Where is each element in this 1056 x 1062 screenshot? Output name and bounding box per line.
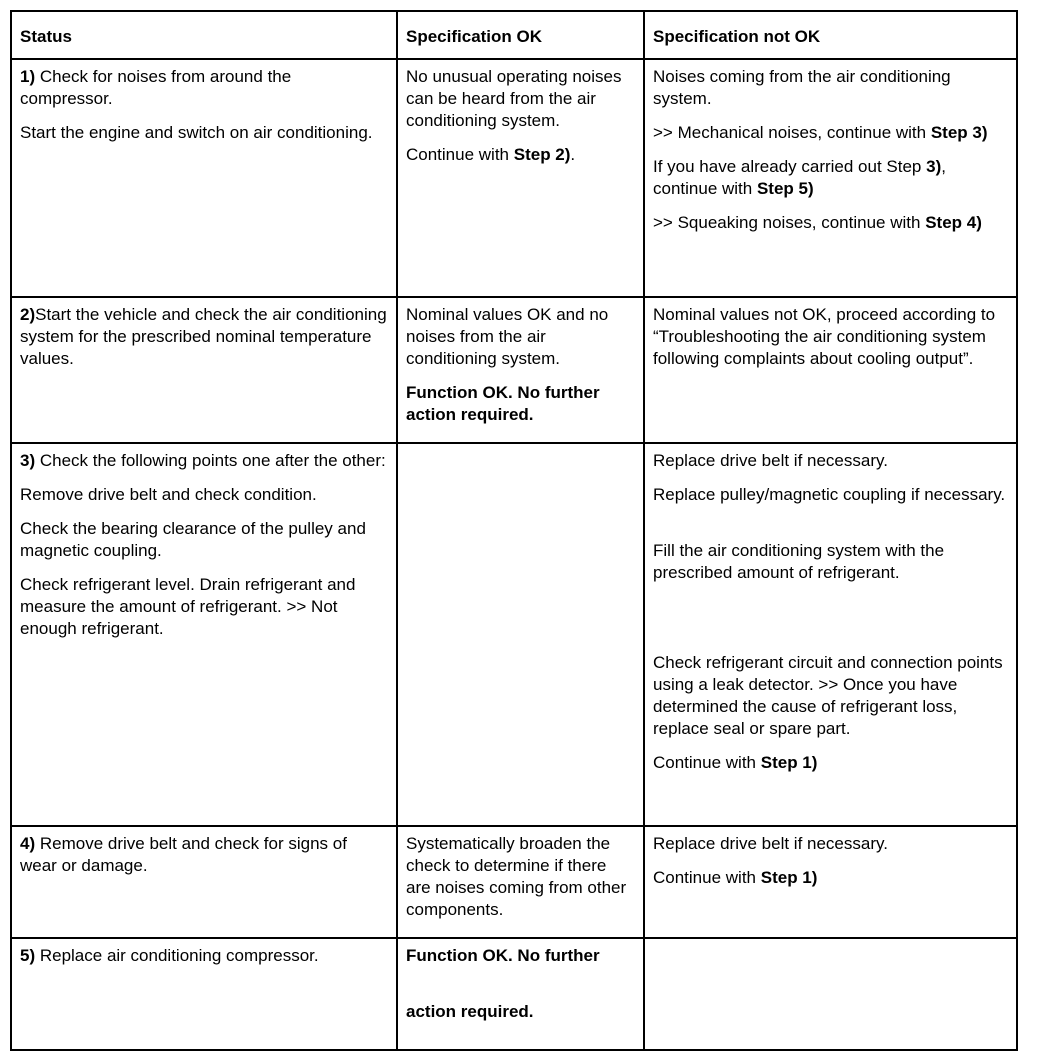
spec-ok-cell xyxy=(397,443,644,826)
status-cell xyxy=(11,938,397,1050)
spec-not-ok-cell xyxy=(644,938,1017,1050)
spec-not-ok-cell xyxy=(644,59,1017,297)
step-number: 2) xyxy=(20,305,36,324)
step-reference: Step 1) xyxy=(760,753,818,772)
status-cell xyxy=(11,297,397,443)
step-number: 4) xyxy=(20,834,36,853)
spec-not-ok-text: Continue with xyxy=(653,868,761,887)
step-reference: Step 5) xyxy=(756,179,814,198)
troubleshooting-table xyxy=(10,10,1018,1051)
step-reference: 3) xyxy=(926,157,942,176)
table-row xyxy=(11,938,1017,1050)
spec-ok-text: Nominal values OK and no noises from the air conditioning system. xyxy=(406,305,609,368)
spec-not-ok-cell xyxy=(644,443,1017,826)
spec-ok-cell xyxy=(397,938,644,1050)
header-spec-ok: Specification OK xyxy=(397,11,644,59)
spec-not-ok-text: Nominal values not OK, proceed according to “Troubleshooting the air conditioning system following complaints about cooling output”. xyxy=(653,305,996,368)
status-text: Remove drive belt and check for signs of wear or damage. xyxy=(20,834,347,875)
function-ok-text: Function OK. No further xyxy=(406,946,600,965)
spec-not-ok-text: Check refrigerant circuit and connection points using a leak detector. >> Once you have determined the cause of refrigerant loss, replace seal or spare part. xyxy=(653,653,1003,738)
header-row xyxy=(11,11,1017,59)
status-text: Start the vehicle and check the air conditioning system for the prescribed nominal temperature values. xyxy=(20,305,387,368)
spec-ok-cell xyxy=(397,297,644,443)
spec-not-ok-text: >> Mechanical noises, continue with xyxy=(653,123,931,142)
table-row xyxy=(11,59,1017,297)
spec-not-ok-cell xyxy=(644,826,1017,938)
table-row xyxy=(11,826,1017,938)
spec-ok-cell xyxy=(397,826,644,938)
spec-ok-text: Continue with xyxy=(406,145,514,164)
spec-ok-text: . xyxy=(570,145,576,164)
spec-not-ok-text: , continue with xyxy=(653,157,946,198)
step-reference: Step 3) xyxy=(930,123,988,142)
header-spec-not-ok: Specification not OK xyxy=(644,11,1017,59)
status-cell xyxy=(11,826,397,938)
step-reference: Step 1) xyxy=(760,868,818,887)
header-status: Status xyxy=(11,11,397,59)
function-ok-text: Function OK. No further action required. xyxy=(406,383,600,424)
table-row xyxy=(11,443,1017,826)
spec-not-ok-cell xyxy=(644,297,1017,443)
spec-not-ok-text: Replace drive belt if necessary. xyxy=(653,834,888,853)
function-ok-text: action required. xyxy=(406,1002,534,1021)
step-number: 5) xyxy=(20,946,36,965)
step-reference: Step 2) xyxy=(513,145,571,164)
status-text: Remove drive belt and check condition. xyxy=(20,485,317,504)
status-text: Check refrigerant level. Drain refrigerant and measure the amount of refrigerant. >> Not enough refrigerant. xyxy=(20,575,356,638)
spec-ok-text: No unusual operating noises can be heard from the air conditioning system. xyxy=(406,67,622,130)
spec-ok-text: Systematically broaden the check to determine if there are noises coming from other components. xyxy=(406,834,627,919)
spec-not-ok-text: Continue with xyxy=(653,753,761,772)
spec-not-ok-text: If you have already carried out Step xyxy=(653,157,927,176)
spec-not-ok-text: Fill the air conditioning system with the prescribed amount of refrigerant. xyxy=(653,541,945,582)
status-text: Check the following points one after the other: xyxy=(35,451,386,470)
status-text: Check for noises from around the compressor. xyxy=(20,67,292,108)
spec-not-ok-text: Replace drive belt if necessary. xyxy=(653,451,888,470)
step-reference: Step 4) xyxy=(925,213,982,232)
table-row xyxy=(11,297,1017,443)
status-cell xyxy=(11,443,397,826)
status-text: Replace air conditioning compressor. xyxy=(35,946,319,965)
status-text: Start the engine and switch on air conditioning. xyxy=(20,123,373,142)
spec-ok-cell xyxy=(397,59,644,297)
spec-not-ok-text: Noises coming from the air conditioning system. xyxy=(653,67,951,108)
step-number: 3) xyxy=(20,451,36,470)
spec-not-ok-text: >> Squeaking noises, continue with xyxy=(653,213,926,232)
spec-not-ok-text: Replace pulley/magnetic coupling if necessary. xyxy=(653,485,1006,504)
status-text: Check the bearing clearance of the pulley and magnetic coupling. xyxy=(20,519,366,560)
step-number: 1) xyxy=(20,67,36,86)
status-cell xyxy=(11,59,397,297)
